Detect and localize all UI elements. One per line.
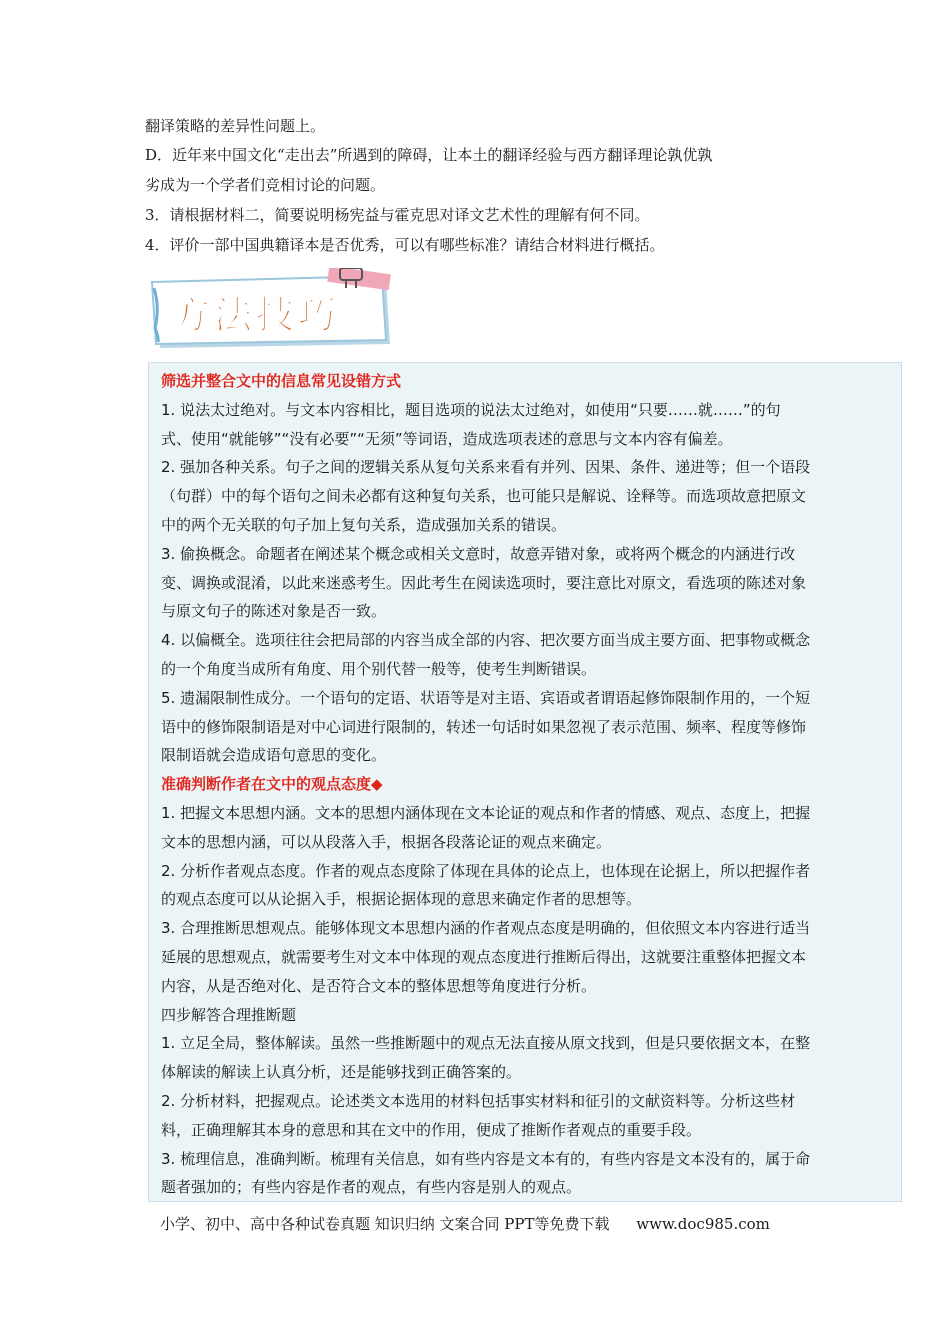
- question-line-3: 劣成为一个学者们竞相讨论的问题。: [145, 176, 386, 194]
- tip-line: 四步解答合理推断题: [161, 1005, 297, 1024]
- tip-line: 体解读的解读上认真分析，还是能够找到正确答案的。: [161, 1063, 522, 1082]
- tip-line: 2. 分析作者观点态度。作者的观点态度除了体现在具体的论点上，也体现在论据上，所以把握作者: [161, 861, 811, 880]
- tip-line: 5. 遗漏限制性成分。一个语句的定语、状语等是对主语、宾语或者谓语起修饰限制作用的，一个短: [161, 688, 811, 707]
- tip-line: 内容，从是否绝对化、是否符合文本的整体思想等角度进行分析。: [161, 976, 597, 995]
- question-line-5: 4．评价一部中国典籍译本是否优秀，可以有哪些标准？请结合材料进行概括。: [145, 236, 665, 254]
- method-tips-box: [148, 362, 902, 1202]
- page-footer: [160, 1214, 770, 1234]
- tip-line: 1. 把握文本思想内涵。文本的思想内涵体现在文本论证的观点和作者的情感、观点、态度上，把握: [161, 804, 811, 822]
- tip-line: 限制语就会造成语句意思的变化。: [161, 746, 387, 765]
- tip-line: 的一个角度当成所有角度、用个别代替一般等，使考生判断错误。: [161, 660, 597, 678]
- tip-line: 文本的思想内涵，可以从段落入手，根据各段落论证的观点来确定。: [161, 832, 612, 851]
- tip-line: 2. 分析材料，把握观点。论述类文本选用的材料包括事实材料和征引的文献资料等。分析这些材: [161, 1092, 796, 1110]
- question-line-2: D．近年来中国文化“走出去”所遇到的障碍，让本土的翻译经验与西方翻译理论孰优孰: [145, 146, 713, 164]
- tip-line: 3. 梳理信息，准确判断。梳理有关信息，如有些内容是文本有的，有些内容是文本没有的，属于命: [161, 1149, 811, 1168]
- question-line-1: 翻译策略的差异性问题上。: [145, 117, 326, 135]
- footer-url: www.doc985.com: [636, 1215, 770, 1233]
- tip-line: 语中的修饰限制语是对中心词进行限制的，转述一句话时如果忽视了表示范围、频率、程度等修饰: [161, 717, 807, 736]
- tip-line: 与原文句子的陈述对象是否一致。: [161, 602, 387, 621]
- tip-line: 题者强加的；有些内容是作者的观点，有些内容是别人的观点。: [161, 1178, 582, 1197]
- question-line-4: 3．请根据材料二，简要说明杨宪益与霍克思对译文艺术性的理解有何不同。: [145, 206, 650, 224]
- section-heading: 准确判断作者在文中的观点态度◆: [161, 775, 383, 794]
- footer-text: 小学、初中、高中各种试卷真题 知识归纳 文案合同 PPT等免费下载: [160, 1215, 610, 1233]
- section-heading: 筛选并整合文中的信息常见设错方式: [161, 372, 402, 390]
- tip-line: 式、使用“就能够”“没有必要”“无须”等词语，造成选项表述的意思与文本内容有偏差。: [161, 429, 733, 448]
- tip-line: 2. 强加各种关系。句子之间的逻辑关系从复句关系来看有并列、因果、条件、递进等；但一个语段: [161, 458, 811, 477]
- tip-line: 延展的思想观点，就需要考生对文本中体现的观点态度进行推断后得出，这就要注重整体把握文本: [161, 948, 807, 966]
- tip-line: 中的两个无关联的句子加上复句关系，造成强加关系的错误。: [161, 516, 567, 534]
- tip-line: 1. 立足全局，整体解读。虽然一些推断题中的观点无法直接从原文找到，但是只要依据文本，在整: [161, 1034, 811, 1053]
- banner-graphic: [150, 268, 395, 350]
- tip-line: 1. 说法太过绝对。与文本内容相比，题目选项的说法太过绝对，如使用“只要……就……”的句: [161, 400, 781, 419]
- tip-line: 的观点态度可以从论据入手，根据论据体现的意思来确定作者的思想等。: [161, 890, 642, 909]
- tip-line: 3. 合理推断思想观点。能够体现文本思想内涵的作者观点态度是明确的，但依照文本内容进行适当: [161, 919, 811, 938]
- banner-title: 方法技巧: [172, 293, 341, 337]
- tip-line: （句群）中的每个语句之间未必都有这种复句关系，也可能只是解说、诠释等。而选项故意把原文: [161, 487, 807, 506]
- tip-line: 料，正确理解其本身的意思和其在文中的作用，便成了推断作者观点的重要手段。: [161, 1120, 702, 1139]
- method-tips-banner: [150, 268, 395, 350]
- tip-line: 变、调换或混淆，以此来迷惑考生。因此考生在阅读选项时，要注意比对原文，看选项的陈述对象: [161, 573, 807, 592]
- tip-line: 4. 以偏概全。选项往往会把局部的内容当成全部的内容、把次要方面当成主要方面、把事物或概念: [161, 631, 811, 650]
- tip-line: 3. 偷换概念。命题者在阐述某个概念或相关文意时，故意弄错对象，或将两个概念的内涵进行改: [161, 544, 796, 563]
